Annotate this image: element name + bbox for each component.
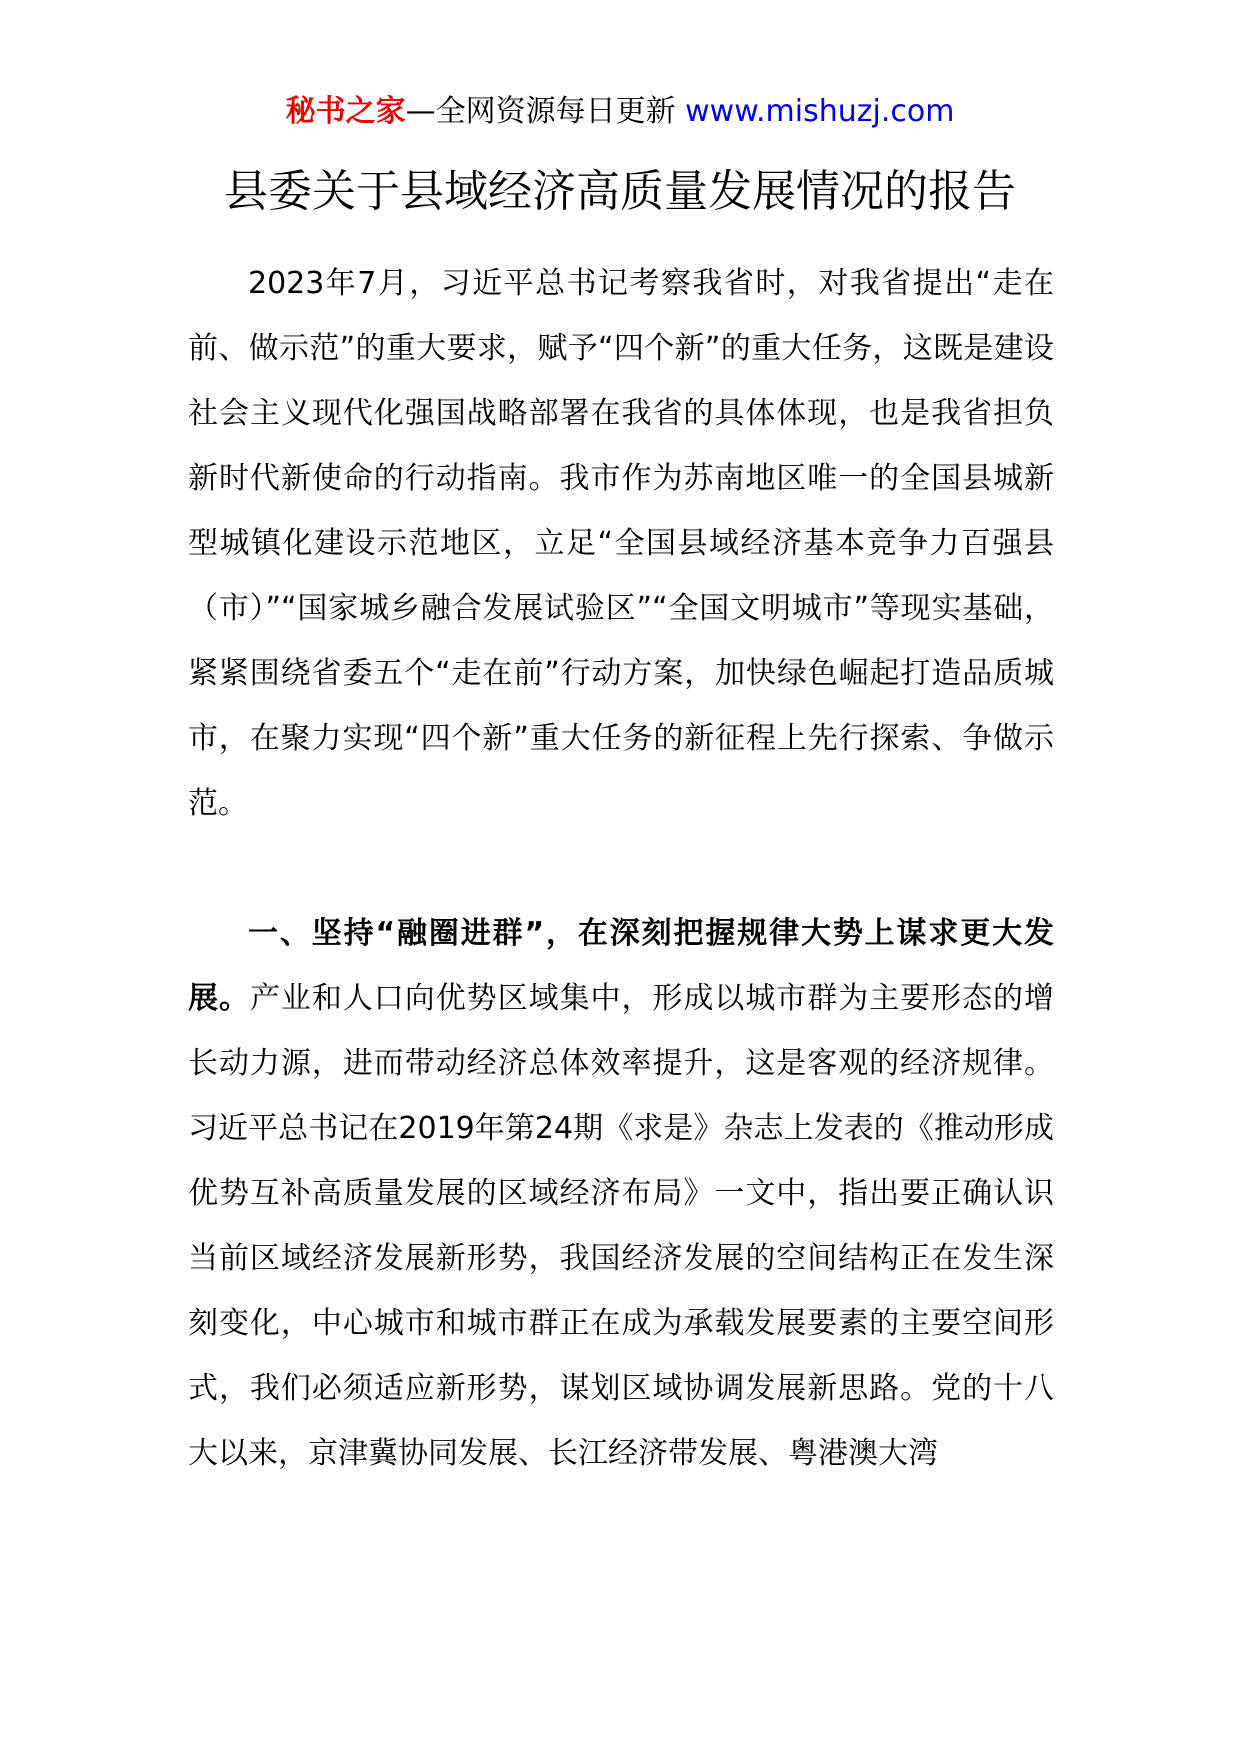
document-title: 县委关于县域经济高质量发展情况的报告 (224, 166, 1016, 217)
intro-paragraph: 2023年7月，习近平总书记考察我省时，对我省提出“走在前、做示范”的重大要求，赋予“四个新”的重大任务，这既是建设社会主义现代化强国战略部署在我省的具体体现，也是我省担负新时代新使命的行动指南。我市作为苏南地区唯一的全国县城新型城镇化建设示范地区，立足“全国县域经济基本竞争力百强县（市）”“国家城乡融合发展试验区”“全国文明城市”等现实基础，紧紧围绕省委五个“走在前”行动方案，加快绿色崛起打造品质城市，在聚力实现“四个新”重大任务的新征程上先行探索、争做示范。 (188, 266, 1054, 821)
site-watermark-header (0, 92, 1240, 132)
section-1-heading: 一、坚持“融圈进群”，在深刻把握规律大势上谋求更大发展。 (188, 916, 1054, 1016)
site-brand-name: 秘书之家 (285, 94, 406, 129)
section-1-body: 产业和人口向优势区域集中，形成以城市群为主要形态的增长动力源，进而带动经济总体效率提升，这是客观的经济规律。习近平总书记在2019年第24期《求是》杂志上发表的《推动形成优势互补高质量发展的区域经济布局》一文中，指出要正确认识当前区域经济发展新形势，我国经济发展的空间结构正在发生深刻变化，中心城市和城市群正在成为承载发展要素的主要空间形式，我们必须适应新形势，谋划区域协调发展新思路。党的十八大以来，京津冀协同发展、长江经济带发展、粤港澳大湾 (188, 981, 1055, 1471)
site-tagline: —全网资源每日更新 (405, 94, 686, 129)
site-url-link[interactable]: www.mishuzj.com (685, 94, 955, 129)
section-1-paragraph (188, 901, 1054, 1486)
